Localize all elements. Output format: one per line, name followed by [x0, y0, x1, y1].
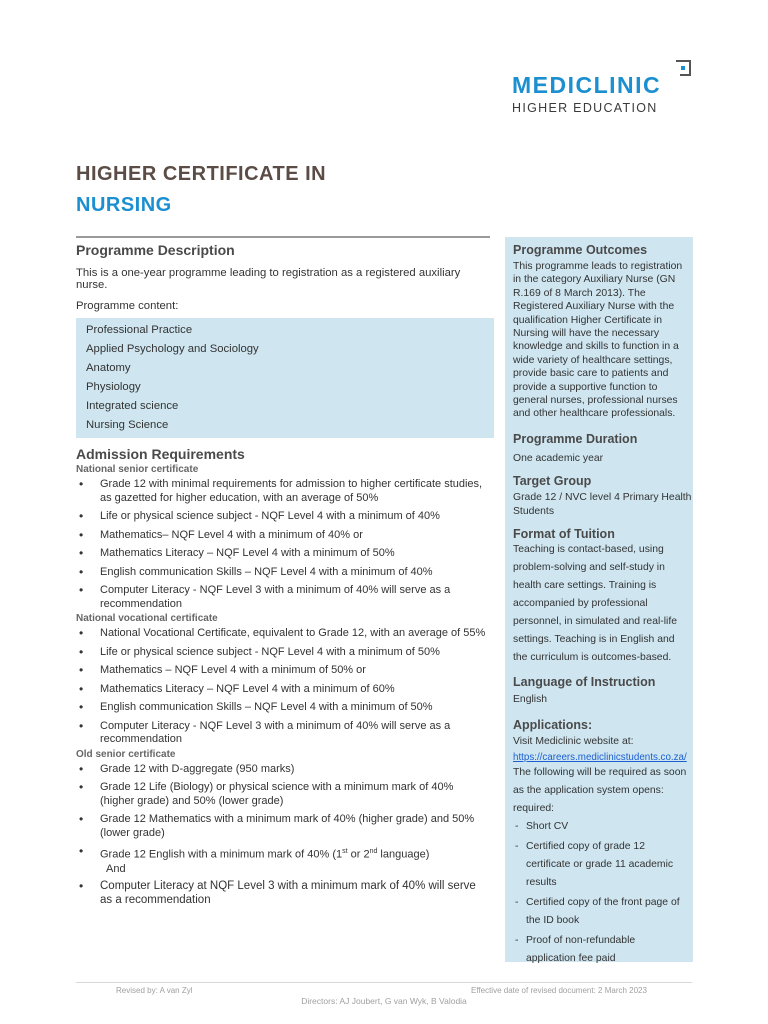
- footer-directors: Directors: AJ Joubert, G van Wyk, B Valodia: [301, 996, 467, 1006]
- format-of-tuition-text: Teaching is contact-based, using problem-solving and self-study in health care settings. Training is accompanied by professional personnel, in simulated and real-life settings. Teaching is in English and the curriculum is outcomes-based.: [513, 544, 678, 664]
- page-title-line2: NURSING: [76, 194, 172, 216]
- english-text-post: language): [377, 848, 430, 861]
- list-item: • Life or physical science subject - NQF Level 4 with a minimum of 40%: [76, 510, 488, 524]
- english-sup-2: nd: [369, 848, 378, 855]
- programme-outcomes-heading: Programme Outcomes: [513, 243, 648, 257]
- list-item: • Mathematics Literacy – NQF Level 4 with a minimum of 50%: [76, 547, 488, 561]
- programme-duration-text: One academic year: [513, 452, 604, 464]
- nsc-requirements-list: [76, 478, 488, 611]
- programme-content-label: Programme content:: [76, 300, 179, 312]
- programme-duration-heading: Programme Duration: [513, 431, 638, 446]
- right-sidebar: [505, 237, 693, 962]
- format-of-tuition-heading: Format of Tuition: [513, 527, 615, 542]
- applications-visit-text: Visit Mediclinic website at:: [513, 735, 634, 747]
- logo-subtitle: HIGHER EDUCATION: [512, 101, 658, 115]
- left-column: [76, 236, 488, 912]
- content-item: Professional Practice: [86, 324, 193, 336]
- list-item: • English communication Skills – NQF Level 4 with a minimum of 40%: [76, 566, 488, 580]
- and-text: And: [106, 863, 126, 876]
- logo-wordmark: MEDICLINIC: [512, 72, 662, 98]
- content-item: Physiology: [86, 381, 141, 393]
- list-item: • Mathematics Literacy – NQF Level 4 with a minimum of 60%: [76, 683, 488, 697]
- osc-requirements-list: [76, 763, 488, 863]
- list-item: • Grade 12 Life (Biology) or physical science with a minimum mark of 40% (higher grade) and 50% (lower grade): [76, 781, 488, 808]
- applications-website-link[interactable]: https://careers.mediclinicstudents.co.za/: [513, 751, 687, 763]
- list-item: - Certified copy of grade 12 certificate or grade 11 academic results: [513, 838, 686, 892]
- list-item: • Computer Literacy at NQF Level 3 with a minimum mark of 40% will serve as a recommendation: [76, 880, 488, 907]
- applications-requirements-text: The following will be required as soon as the application system opens:: [513, 766, 687, 796]
- language-text: English: [513, 694, 548, 706]
- programme-content-list: [76, 318, 494, 438]
- list-item: • Mathematics– NQF Level 4 with a minimum of 40% or: [76, 529, 488, 543]
- list-item: • Grade 12 with D-aggregate (950 marks): [76, 763, 488, 777]
- logo-square-icon: [675, 60, 691, 76]
- footer-divider: [76, 982, 692, 983]
- english-text-pre: Grade 12 English with a minimum mark of 40% (1: [100, 848, 343, 861]
- admission-requirements-heading: Admission Requirements: [76, 446, 245, 462]
- list-item: - Certified copy of the front page of the ID book: [513, 894, 691, 930]
- list-item: • English communication Skills – NQF Level 4 with a minimum of 50%: [76, 701, 488, 715]
- language-heading: Language of Instruction: [513, 675, 656, 690]
- applications-heading: Applications:: [513, 717, 593, 732]
- list-item: • Life or physical science subject - NQF Level 4 with a minimum of 50%: [76, 646, 488, 660]
- applications-required-label: required:: [513, 802, 555, 814]
- list-item: • National Vocational Certificate, equivalent to Grade 12, with an average of 55%: [76, 627, 488, 641]
- list-item: • Grade 12 Mathematics with a minimum mark of 40% (higher grade) and 50% (lower grade): [76, 813, 488, 840]
- national-senior-certificate-heading: National senior certificate: [76, 464, 199, 475]
- list-item: - Proof of non-refundable application fee paid: [513, 932, 686, 968]
- programme-description-text: This is a one-year programme leading to registration as a registered auxiliary nurse.: [76, 267, 461, 291]
- footer-revised-by: Revised by: A van Zyl: [116, 986, 193, 995]
- list-item: • Computer Literacy - NQF Level 3 with a minimum of 40% will serve as a recommendation: [76, 584, 488, 611]
- page-title-line1: HIGHER CERTIFICATE IN: [76, 163, 327, 185]
- list-item: • Computer Literacy - NQF Level 3 with a minimum of 40% will serve as a recommendation: [76, 720, 488, 747]
- target-group-heading: Target Group: [513, 474, 592, 489]
- target-group-text: Grade 12 / NVC level 4 Primary Health Students: [513, 492, 692, 517]
- programme-description-heading: Programme Description: [76, 242, 235, 258]
- content-item: Integrated science: [86, 400, 179, 412]
- osc-requirements-list-cont: [76, 880, 488, 907]
- footer-effective-date: Effective date of revised document: 2 March 2023: [471, 986, 647, 995]
- content-item: Anatomy: [86, 362, 131, 374]
- list-item: • Mathematics – NQF Level 4 with a minimum of 50% or: [76, 664, 488, 678]
- programme-outcomes-text: This programme leads to registration in the category Auxiliary Nurse (GN R.169 of 8 March 2013). The Registered Auxiliary Nurse with the qualification Higher Certificate in Nursing will have the necessary knowledge and skills to function in a wide variety of healthcare settings, provide basic care to patients and provide a supportive function to general nurses, professional nurses and other healthcare professionals.: [513, 261, 683, 420]
- applications-requirements-list: [513, 818, 693, 968]
- list-item: • Grade 12 with minimal requirements for admission to higher certificate studies, as gazetted for higher education, with an average of 50%: [76, 478, 488, 505]
- old-senior-certificate-heading: Old senior certificate: [76, 748, 176, 760]
- applications-link-wrap: [513, 749, 693, 764]
- english-requirement-item: [76, 845, 488, 862]
- mediclinic-logo: [512, 72, 697, 120]
- english-text-mid: or 2: [347, 848, 370, 861]
- nvc-requirements-list: [76, 627, 488, 747]
- national-vocational-certificate-heading: National vocational certificate: [76, 613, 218, 624]
- english-sup-1: st: [342, 848, 348, 855]
- content-item: Nursing Science: [86, 419, 169, 431]
- list-item: - Short CV: [513, 818, 693, 836]
- content-item: Applied Psychology and Sociology: [86, 343, 259, 355]
